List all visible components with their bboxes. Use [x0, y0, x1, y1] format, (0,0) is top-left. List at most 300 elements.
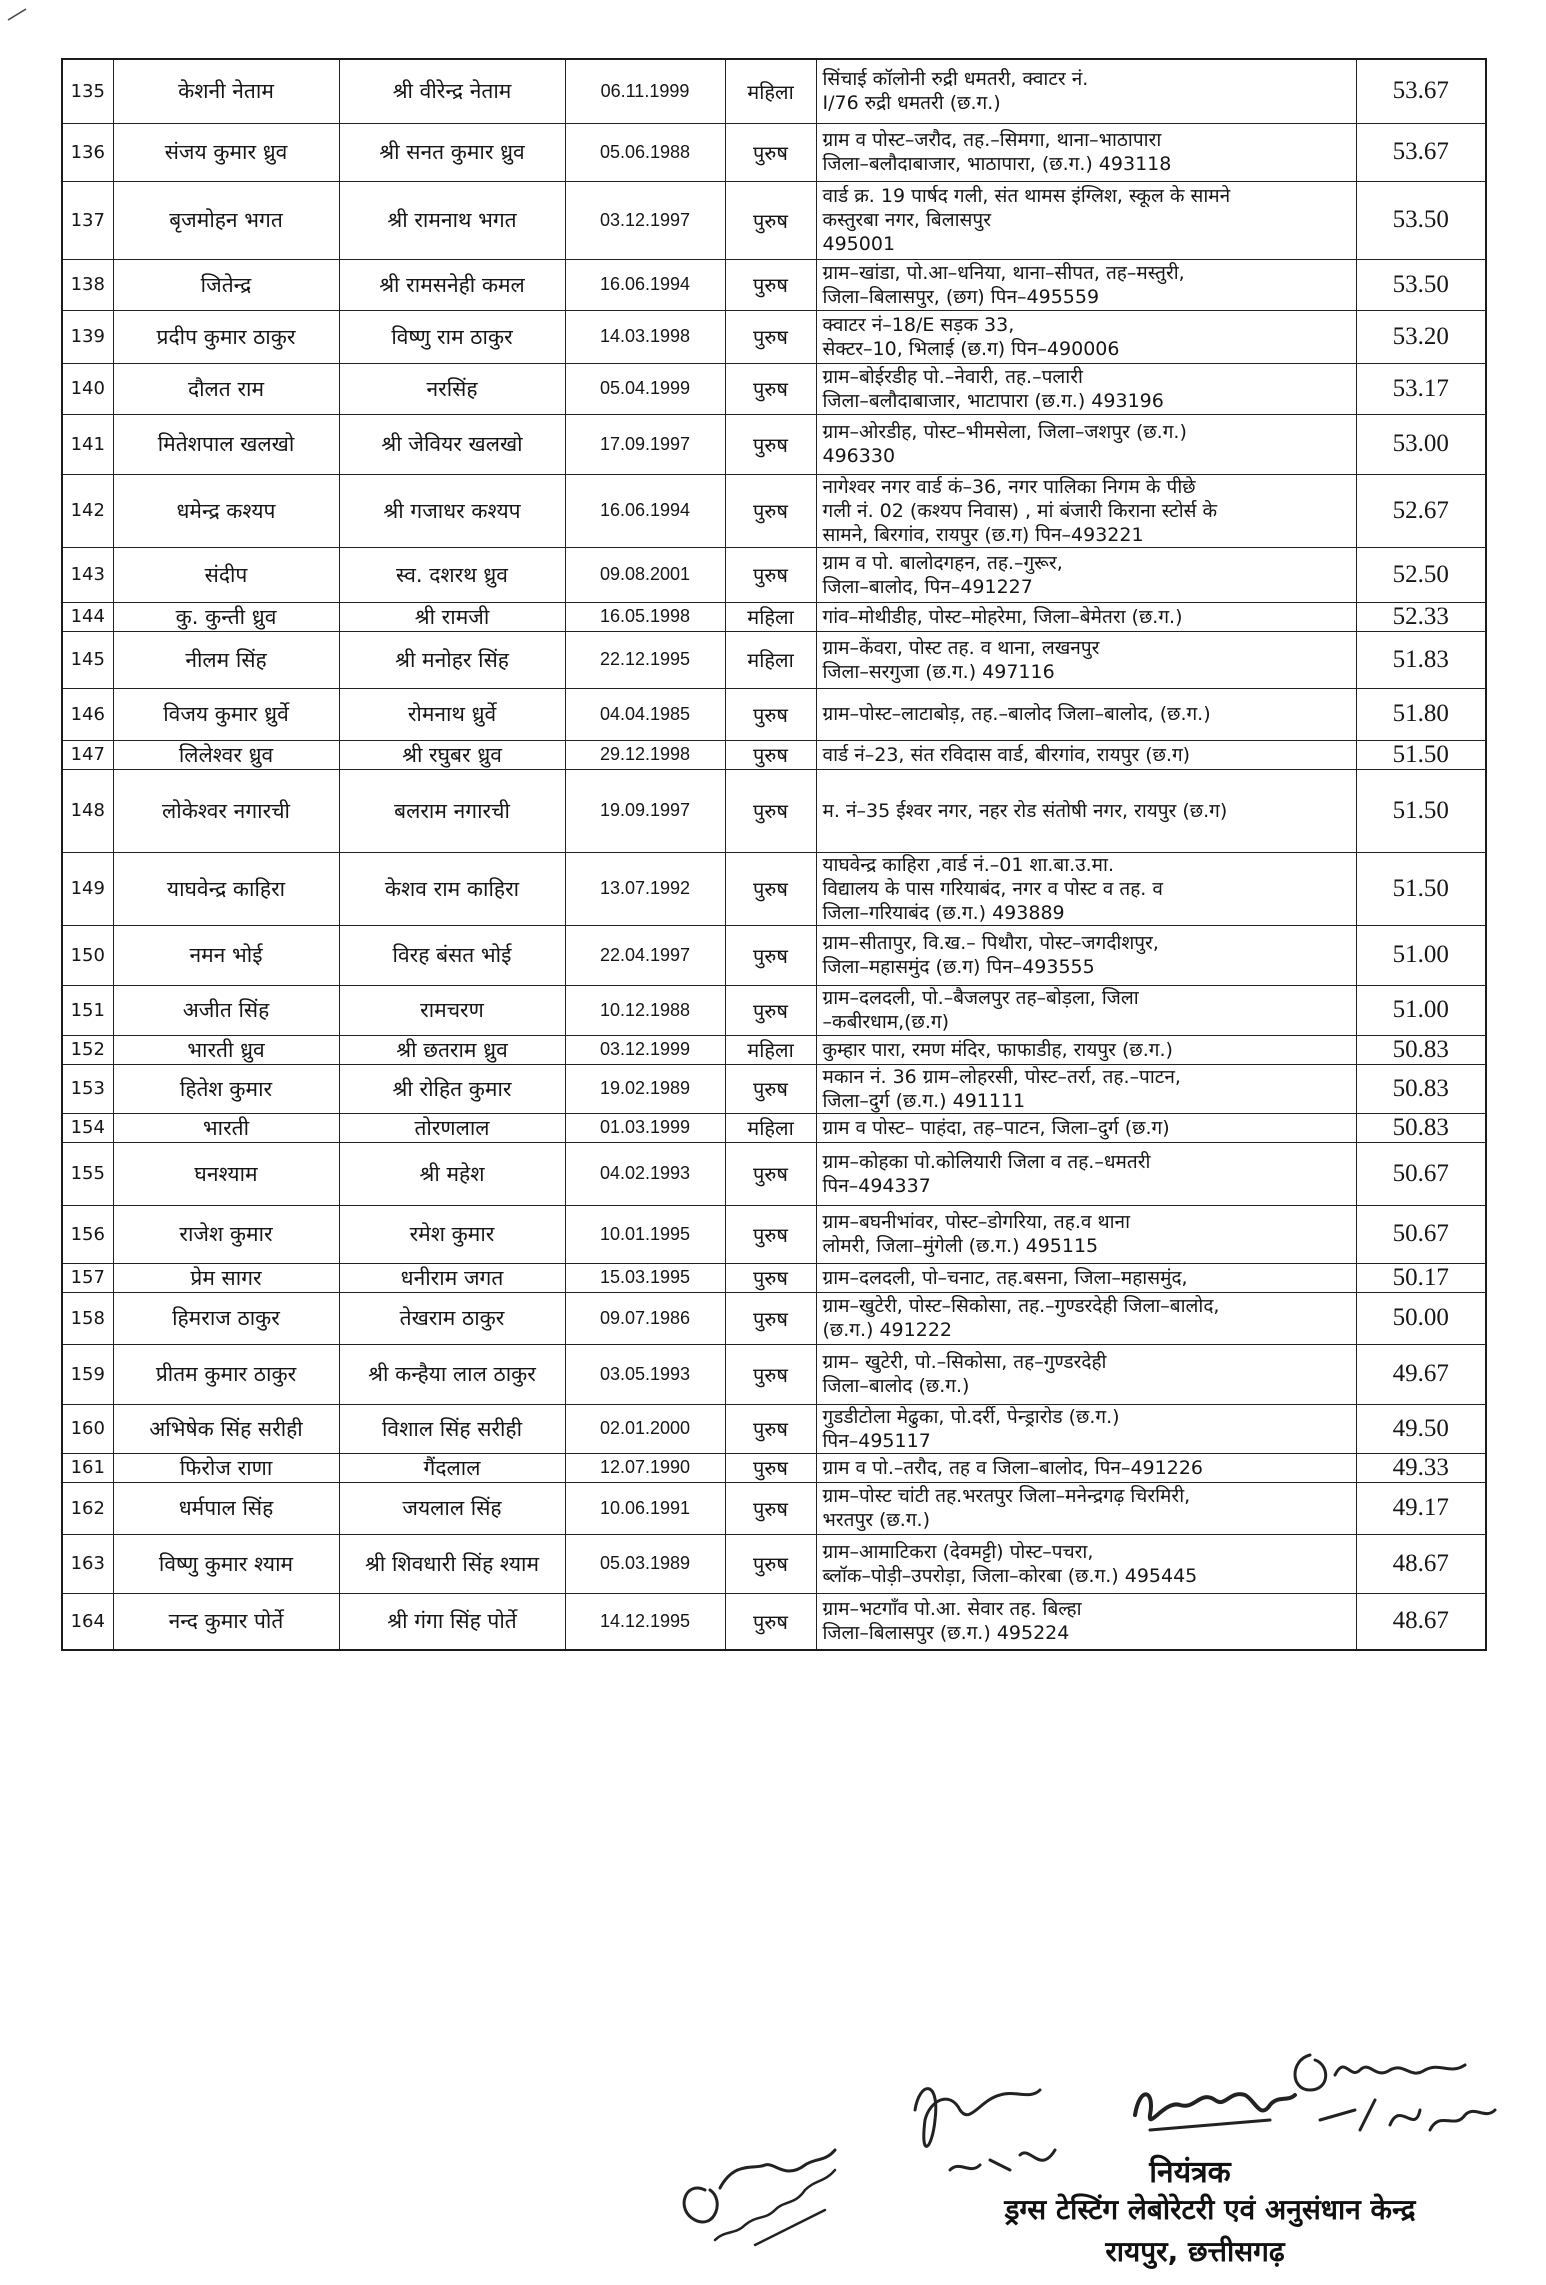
address-cell: [816, 1263, 1356, 1292]
address-line: याघवेन्द्र काहिरा ,वार्ड नं.–01 शा.बा.उ.मा.: [822, 853, 1114, 876]
address-cell: [816, 363, 1356, 414]
serial-number-cell: 157: [62, 1263, 113, 1292]
candidate-name-cell: प्रदीप कुमार ठाकुर: [113, 310, 339, 363]
father-name-cell: श्री रामजी: [339, 602, 565, 631]
serial-number-cell: 161: [62, 1453, 113, 1482]
score-cell: 50.17: [1356, 1263, 1486, 1292]
address-line: गली नं. 02 (कश्यप निवास) , मां बंजारी किराना स्टोर्स के: [822, 499, 1218, 522]
father-name-cell: धनीराम जगत: [339, 1263, 565, 1292]
address-cell: [816, 740, 1356, 769]
date-of-birth-cell: 16.06.1994: [565, 259, 725, 310]
address-line: जिला–बिलासपुर (छ.ग.) 495224: [822, 1622, 1070, 1645]
candidate-name-cell: कु. कुन्ती ध्रुव: [113, 602, 339, 631]
date-of-birth-cell: 22.04.1997: [565, 925, 725, 985]
address-line: ग्राम–सीतापुर, वि.ख.– पिथौरा, पोस्ट–जगदीशपुर,: [822, 932, 1159, 954]
address-line: ग्राम व पोस्ट–जरौद, तह.–सिमगा, थाना–भाठापारा: [822, 129, 1162, 151]
table-row: [62, 602, 1486, 631]
address-cell: [816, 1035, 1356, 1064]
address-line: म. नं–35 ईश्वर नगर, नहर रोड संतोषी नगर, रायपुर (छ.ग): [822, 799, 1228, 822]
serial-number-cell: 135: [62, 59, 113, 123]
gender-cell: पुरुष: [725, 985, 816, 1035]
address-line: ग्राम–ओरडीह, पोस्ट–भीमसेला, जिला–जशपुर (छ.ग.): [822, 421, 1187, 443]
address-line: ग्राम–कोहका पो.कोलियारी जिला व तह.–धमतरी: [822, 1150, 1151, 1173]
father-name-cell: श्री रामनाथ भगत: [339, 181, 565, 259]
score-cell: 50.00: [1356, 1292, 1486, 1344]
address-line: ग्राम–दलदली, पो.–बैजलपुर तह–बोड़ला, जिला: [822, 987, 1139, 1009]
father-name-cell: श्री वीरेन्द्र नेताम: [339, 59, 565, 123]
address-line: ग्राम–भटगाँव पो.आ. सेवार तह. बिल्हा: [822, 1598, 1082, 1621]
candidate-name-cell: याघवेन्द्र काहिरा: [113, 852, 339, 925]
address-cell: [816, 985, 1356, 1035]
address-cell: [816, 1113, 1356, 1142]
gender-cell: पुरुष: [725, 474, 816, 547]
date-of-birth-cell: 02.01.2000: [565, 1404, 725, 1453]
score-cell: 48.67: [1356, 1534, 1486, 1593]
table-row: [62, 769, 1486, 852]
corner-scan-mark: [6, 6, 36, 26]
address-line: भरतपुर (छ.ग.): [822, 1509, 930, 1531]
father-name-cell: स्व. दशरथ ध्रुव: [339, 547, 565, 602]
score-cell: 52.67: [1356, 474, 1486, 547]
serial-number-cell: 140: [62, 363, 113, 414]
candidate-name-cell: नीलम सिंह: [113, 631, 339, 688]
address-cell: [816, 769, 1356, 852]
gender-cell: पुरुष: [725, 547, 816, 602]
father-name-cell: श्री शिवधारी सिंह श्याम: [339, 1534, 565, 1593]
date-of-birth-cell: 06.11.1999: [565, 59, 725, 123]
address-cell: [816, 1064, 1356, 1113]
table-row: [62, 414, 1486, 474]
address-cell: [816, 1482, 1356, 1534]
gender-cell: महिला: [725, 1113, 816, 1142]
score-cell: 51.00: [1356, 985, 1486, 1035]
address-line: पिन–495117: [822, 1429, 931, 1452]
score-cell: 50.83: [1356, 1113, 1486, 1142]
address-line: वार्ड क्र. 19 पार्षद गली, संत थामस इंग्लिश, स्कूल के सामने: [822, 185, 1231, 207]
table-row: [62, 123, 1486, 181]
candidate-name-cell: प्रेम सागर: [113, 1263, 339, 1292]
father-name-cell: जयलाल सिंह: [339, 1482, 565, 1534]
address-line: क्वाटर नं–18/E सड़क 33,: [822, 313, 1015, 336]
father-name-cell: रामचरण: [339, 985, 565, 1035]
address-line: ग्राम–पोस्ट चांटी तह.भरतपुर जिला–मनेन्द्रगढ़ चिरमिरी,: [822, 1485, 1191, 1507]
gender-cell: महिला: [725, 59, 816, 123]
address-line: पिन–494337: [822, 1174, 931, 1197]
gender-cell: पुरुष: [725, 1593, 816, 1650]
gender-cell: पुरुष: [725, 1292, 816, 1344]
table-row: [62, 688, 1486, 740]
score-cell: 53.67: [1356, 59, 1486, 123]
score-cell: 49.67: [1356, 1344, 1486, 1404]
gender-cell: पुरुष: [725, 181, 816, 259]
table-row: [62, 1593, 1486, 1650]
table-row: [62, 474, 1486, 547]
candidate-name-cell: नमन भोई: [113, 925, 339, 985]
table-row: [62, 1453, 1486, 1482]
candidate-name-cell: अजीत सिंह: [113, 985, 339, 1035]
address-line: ग्राम–खुटेरी, पोस्ट–सिकोसा, तह.–गुण्डरदेही जिला–बालोद,: [822, 1295, 1220, 1317]
table-row: [62, 985, 1486, 1035]
candidate-name-cell: विष्णु कुमार श्याम: [113, 1534, 339, 1593]
signature-2: [890, 2060, 1090, 2210]
score-cell: 53.50: [1356, 259, 1486, 310]
signature-4: [1280, 2040, 1520, 2150]
address-line: ग्राम–पोस्ट–लाटाबोड़, तह.–बालोद जिला–बालोद, (छ.ग.): [822, 703, 1211, 725]
address-line: (छ.ग.) 491222: [822, 1319, 952, 1341]
serial-number-cell: 150: [62, 925, 113, 985]
address-cell: [816, 1142, 1356, 1205]
address-line: ग्राम व पो. बालोदगहन, तह.–गुरूर,: [822, 551, 1063, 574]
merit-list-table: [61, 58, 1487, 1651]
gender-cell: पुरुष: [725, 688, 816, 740]
address-cell: [816, 688, 1356, 740]
gender-cell: पुरुष: [725, 259, 816, 310]
score-cell: 51.50: [1356, 852, 1486, 925]
father-name-cell: श्री रघुबर ध्रुव: [339, 740, 565, 769]
address-cell: [816, 852, 1356, 925]
serial-number-cell: 139: [62, 310, 113, 363]
address-line: 496330: [822, 445, 896, 467]
date-of-birth-cell: 16.05.1998: [565, 602, 725, 631]
score-cell: 52.50: [1356, 547, 1486, 602]
gender-cell: पुरुष: [725, 852, 816, 925]
candidate-name-cell: नन्द कुमार पोर्ते: [113, 1593, 339, 1650]
father-name-cell: श्री मनोहर सिंह: [339, 631, 565, 688]
serial-number-cell: 154: [62, 1113, 113, 1142]
table-row: [62, 310, 1486, 363]
serial-number-cell: 160: [62, 1404, 113, 1453]
address-line: जिला–बिलासपुर, (छग) पिन–495559: [822, 285, 1100, 308]
gender-cell: पुरुष: [725, 1142, 816, 1205]
table-row: [62, 852, 1486, 925]
address-line: सेक्टर–10, भिलाई (छ.ग) पिन–490006: [822, 337, 1120, 360]
serial-number-cell: 151: [62, 985, 113, 1035]
candidate-name-cell: मितेशपाल खलखो: [113, 414, 339, 474]
candidate-name-cell: हिमराज ठाकुर: [113, 1292, 339, 1344]
date-of-birth-cell: 14.12.1995: [565, 1593, 725, 1650]
table-row: [62, 631, 1486, 688]
father-name-cell: विरह बंसत भोई: [339, 925, 565, 985]
address-line: I/76 रुद्री धमतरी (छ.ग.): [822, 92, 1001, 115]
address-cell: [816, 1292, 1356, 1344]
address-line: सिंचाई कॉलोनी रुद्री धमतरी, क्वाटर नं.: [822, 68, 1089, 91]
date-of-birth-cell: 17.09.1997: [565, 414, 725, 474]
date-of-birth-cell: 04.02.1993: [565, 1142, 725, 1205]
gender-cell: पुरुष: [725, 1534, 816, 1593]
address-line: ग्राम–आमाटिकरा (देवमट्टी) पोस्ट–पचरा,: [822, 1540, 1094, 1563]
score-cell: 48.67: [1356, 1593, 1486, 1650]
address-line: जिला–सरगुजा (छ.ग.) 497116: [822, 660, 1055, 683]
table-row: [62, 181, 1486, 259]
address-cell: [816, 310, 1356, 363]
address-line: मकान नं. 36 ग्राम–लोहरसी, पोस्ट–तर्रा, तह.–पाटन,: [822, 1065, 1181, 1088]
serial-number-cell: 137: [62, 181, 113, 259]
address-cell: [816, 1344, 1356, 1404]
serial-number-cell: 158: [62, 1292, 113, 1344]
address-cell: [816, 474, 1356, 547]
father-name-cell: श्री गंगा सिंह पोर्ते: [339, 1593, 565, 1650]
date-of-birth-cell: 01.03.1999: [565, 1113, 725, 1142]
candidate-name-cell: फिरोज राणा: [113, 1453, 339, 1482]
serial-number-cell: 146: [62, 688, 113, 740]
father-name-cell: श्री कन्हैया लाल ठाकुर: [339, 1344, 565, 1404]
gender-cell: पुरुष: [725, 1263, 816, 1292]
address-cell: [816, 547, 1356, 602]
address-line: 495001: [822, 233, 896, 255]
serial-number-cell: 143: [62, 547, 113, 602]
table-row: [62, 1292, 1486, 1344]
date-of-birth-cell: 05.04.1999: [565, 363, 725, 414]
address-cell: [816, 631, 1356, 688]
serial-number-cell: 162: [62, 1482, 113, 1534]
candidate-name-cell: हितेश कुमार: [113, 1064, 339, 1113]
address-line: गुडडीटोला मेढुका, पो.दर्री, पेन्ड्रारोड (छ.ग.): [822, 1405, 1120, 1428]
table-row: [62, 1205, 1486, 1263]
table-row: [62, 1035, 1486, 1064]
address-line: जिला–बालोद (छ.ग.): [822, 1375, 970, 1397]
date-of-birth-cell: 10.01.1995: [565, 1205, 725, 1263]
address-cell: [816, 602, 1356, 631]
signature-3: [1120, 2060, 1300, 2150]
gender-cell: पुरुष: [725, 1344, 816, 1404]
address-cell: [816, 59, 1356, 123]
organization-place: रायपुर, छत्तीसगढ़: [1105, 2235, 1285, 2268]
address-line: जिला–बलौदाबाजार, भाठापारा, (छ.ग.) 493118: [822, 153, 1172, 175]
father-name-cell: नरसिंह: [339, 363, 565, 414]
candidate-name-cell: लिलेश्वर ध्रुव: [113, 740, 339, 769]
gender-cell: पुरुष: [725, 414, 816, 474]
address-cell: [816, 1205, 1356, 1263]
father-name-cell: श्री रोहित कुमार: [339, 1064, 565, 1113]
date-of-birth-cell: 03.12.1997: [565, 181, 725, 259]
address-cell: [816, 925, 1356, 985]
father-name-cell: तेखराम ठाकुर: [339, 1292, 565, 1344]
score-cell: 49.17: [1356, 1482, 1486, 1534]
father-name-cell: श्री सनत कुमार ध्रुव: [339, 123, 565, 181]
serial-number-cell: 148: [62, 769, 113, 852]
date-of-birth-cell: 12.07.1990: [565, 1453, 725, 1482]
candidate-name-cell: भारती ध्रुव: [113, 1035, 339, 1064]
address-line: कुम्हार पारा, रमण मंदिर, फाफाडीह, रायपुर (छ.ग.): [822, 1038, 1173, 1061]
candidate-name-cell: दौलत राम: [113, 363, 339, 414]
table-row: [62, 1344, 1486, 1404]
address-line: वार्ड नं–23, संत रविदास वार्ड, बीरगांव, रायपुर (छ.ग): [822, 743, 1191, 766]
score-cell: 50.67: [1356, 1142, 1486, 1205]
gender-cell: पुरुष: [725, 769, 816, 852]
score-cell: 52.33: [1356, 602, 1486, 631]
date-of-birth-cell: 10.12.1988: [565, 985, 725, 1035]
score-cell: 50.67: [1356, 1205, 1486, 1263]
address-line: ग्राम व पोस्ट– पाहंदा, तह–पाटन, जिला–दुर्ग (छ.ग): [822, 1116, 1170, 1139]
date-of-birth-cell: 09.07.1986: [565, 1292, 725, 1344]
table-row: [62, 547, 1486, 602]
gender-cell: पुरुष: [725, 310, 816, 363]
address-line: ग्राम–दलदली, पो–चनाट, तह.बसना, जिला–महासमुंद,: [822, 1266, 1188, 1289]
address-cell: [816, 123, 1356, 181]
father-name-cell: विष्णु राम ठाकुर: [339, 310, 565, 363]
table-row: [62, 1064, 1486, 1113]
score-cell: 53.67: [1356, 123, 1486, 181]
score-cell: 53.00: [1356, 414, 1486, 474]
address-cell: [816, 1404, 1356, 1453]
table-row: [62, 363, 1486, 414]
address-cell: [816, 414, 1356, 474]
candidate-name-cell: जितेन्द्र: [113, 259, 339, 310]
address-line: ग्राम–केंवरा, पोस्ट तह. व थाना, लखनपुर: [822, 636, 1100, 659]
serial-number-cell: 159: [62, 1344, 113, 1404]
serial-number-cell: 149: [62, 852, 113, 925]
serial-number-cell: 163: [62, 1534, 113, 1593]
father-name-cell: श्री छतराम ध्रुव: [339, 1035, 565, 1064]
serial-number-cell: 147: [62, 740, 113, 769]
address-line: गांव–मोथीडीह, पोस्ट–मोहरेमा, जिला–बेमेतरा (छ.ग.): [822, 605, 1183, 628]
date-of-birth-cell: 03.05.1993: [565, 1344, 725, 1404]
serial-number-cell: 145: [62, 631, 113, 688]
address-line: जिला–बालोद, पिन–491227: [822, 575, 1033, 598]
address-cell: [816, 1534, 1356, 1593]
candidate-name-cell: बृजमोहन भगत: [113, 181, 339, 259]
score-cell: 50.83: [1356, 1035, 1486, 1064]
date-of-birth-cell: 03.12.1999: [565, 1035, 725, 1064]
table-row: [62, 259, 1486, 310]
father-name-cell: बलराम नगारची: [339, 769, 565, 852]
candidate-name-cell: धर्मपाल सिंह: [113, 1482, 339, 1534]
address-cell: [816, 181, 1356, 259]
address-line: जिला–दुर्ग (छ.ग.) 491111: [822, 1089, 1026, 1112]
gender-cell: महिला: [725, 602, 816, 631]
score-cell: 49.33: [1356, 1453, 1486, 1482]
address-line: कस्तुरबा नगर, बिलासपुर: [822, 209, 991, 231]
serial-number-cell: 156: [62, 1205, 113, 1263]
candidate-name-cell: प्रीतम कुमार ठाकुर: [113, 1344, 339, 1404]
serial-number-cell: 144: [62, 602, 113, 631]
father-name-cell: श्री रामसनेही कमल: [339, 259, 565, 310]
candidate-name-cell: भारती: [113, 1113, 339, 1142]
father-name-cell: गैंदलाल: [339, 1453, 565, 1482]
father-name-cell: श्री जेवियर खलखो: [339, 414, 565, 474]
gender-cell: पुरुष: [725, 363, 816, 414]
candidate-name-cell: धमेन्द्र कश्यप: [113, 474, 339, 547]
serial-number-cell: 152: [62, 1035, 113, 1064]
candidate-name-cell: अभिषेक सिंह सरीही: [113, 1404, 339, 1453]
table-row: [62, 1142, 1486, 1205]
table-row: [62, 1263, 1486, 1292]
table-row: [62, 1113, 1486, 1142]
score-cell: 53.20: [1356, 310, 1486, 363]
candidate-name-cell: लोकेश्वर नगारची: [113, 769, 339, 852]
date-of-birth-cell: 19.02.1989: [565, 1064, 725, 1113]
address-line: ग्राम– खुटेरी, पो.–सिकोसा, तह–गुण्डरदेही: [822, 1351, 1107, 1373]
date-of-birth-cell: 05.06.1988: [565, 123, 725, 181]
address-line: ग्राम–बोईरडीह पो.–नेवारी, तह.–पलारी: [822, 365, 1083, 388]
address-line: जिला–गरियाबंद (छ.ग.) 493889: [822, 901, 1065, 924]
address-line: जिला–बलौदाबाजार, भाटापारा (छ.ग.) 493196: [822, 389, 1164, 412]
father-name-cell: रोमनाथ ध्रुर्वे: [339, 688, 565, 740]
date-of-birth-cell: 10.06.1991: [565, 1482, 725, 1534]
date-of-birth-cell: 19.09.1997: [565, 769, 725, 852]
address-cell: [816, 1453, 1356, 1482]
candidate-name-cell: घनश्याम: [113, 1142, 339, 1205]
serial-number-cell: 153: [62, 1064, 113, 1113]
gender-cell: पुरुष: [725, 1205, 816, 1263]
address-line: जिला–महासमुंद (छ.ग) पिन–493555: [822, 956, 1095, 978]
date-of-birth-cell: 15.03.1995: [565, 1263, 725, 1292]
father-name-cell: श्री महेश: [339, 1142, 565, 1205]
date-of-birth-cell: 09.08.2001: [565, 547, 725, 602]
serial-number-cell: 138: [62, 259, 113, 310]
gender-cell: पुरुष: [725, 1064, 816, 1113]
gender-cell: पुरुष: [725, 1482, 816, 1534]
score-cell: 51.00: [1356, 925, 1486, 985]
organization-name: ड्रग्स टेस्टिंग लेबोरेटरी एवं अनुसंधान केन्द्र: [1004, 2193, 1416, 2226]
gender-cell: महिला: [725, 631, 816, 688]
father-name-cell: तोरणलाल: [339, 1113, 565, 1142]
gender-cell: पुरुष: [725, 925, 816, 985]
score-cell: 53.17: [1356, 363, 1486, 414]
address-line: ग्राम–बघनीभांवर, पोस्ट–डोगरिया, तह.व थाना: [822, 1211, 1131, 1233]
address-line: –कबीरधाम,(छ.ग): [822, 1011, 950, 1033]
date-of-birth-cell: 29.12.1998: [565, 740, 725, 769]
candidate-name-cell: विजय कुमार ध्रुर्वे: [113, 688, 339, 740]
signature-1: [665, 2070, 875, 2270]
candidate-name-cell: केशनी नेताम: [113, 59, 339, 123]
father-name-cell: श्री गजाधर कश्यप: [339, 474, 565, 547]
gender-cell: पुरुष: [725, 1453, 816, 1482]
serial-number-cell: 142: [62, 474, 113, 547]
address-line: विद्यालय के पास गरियाबंद, नगर व पोस्ट व तह. व: [822, 877, 1163, 900]
candidate-name-cell: संजय कुमार ध्रुव: [113, 123, 339, 181]
date-of-birth-cell: 13.07.1992: [565, 852, 725, 925]
father-name-cell: रमेश कुमार: [339, 1205, 565, 1263]
date-of-birth-cell: 14.03.1998: [565, 310, 725, 363]
serial-number-cell: 164: [62, 1593, 113, 1650]
address-line: ग्राम व पो.–तरौद, तह व जिला–बालोद, पिन–491226: [822, 1456, 1203, 1479]
gender-cell: पुरुष: [725, 123, 816, 181]
score-cell: 53.50: [1356, 181, 1486, 259]
date-of-birth-cell: 05.03.1989: [565, 1534, 725, 1593]
date-of-birth-cell: 04.04.1985: [565, 688, 725, 740]
date-of-birth-cell: 16.06.1994: [565, 474, 725, 547]
gender-cell: पुरुष: [725, 740, 816, 769]
address-line: ग्राम–खांडा, पो.आ–धनिया, थाना–सीपत, तह–मस्तुरी,: [822, 261, 1185, 284]
address-line: लोमरी, जिला–मुंगेली (छ.ग.) 495115: [822, 1235, 1099, 1257]
table-row: [62, 1482, 1486, 1534]
father-name-cell: केशव राम काहिरा: [339, 852, 565, 925]
controller-title: नियंत्रक: [1149, 2155, 1231, 2190]
table-row: [62, 59, 1486, 123]
address-line: नागेश्वर नगर वार्ड कं–36, नगर पालिका निगम के पीछे: [822, 475, 1196, 498]
table-row: [62, 1534, 1486, 1593]
address-line: सामने, बिरगांव, रायपुर (छ.ग) पिन–493221: [822, 523, 1144, 546]
candidate-name-cell: राजेश कुमार: [113, 1205, 339, 1263]
address-line: ब्लॉक–पोड़ी–उपरोड़ा, जिला–कोरबा (छ.ग.) 495445: [822, 1564, 1198, 1587]
serial-number-cell: 141: [62, 414, 113, 474]
table-row: [62, 925, 1486, 985]
address-cell: [816, 1593, 1356, 1650]
score-cell: 51.83: [1356, 631, 1486, 688]
score-cell: 50.83: [1356, 1064, 1486, 1113]
table-row: [62, 1404, 1486, 1453]
table-body: [62, 59, 1486, 1650]
merit-list-sheet: [61, 58, 1485, 1651]
table-row: [62, 740, 1486, 769]
serial-number-cell: 136: [62, 123, 113, 181]
gender-cell: पुरुष: [725, 1404, 816, 1453]
address-cell: [816, 259, 1356, 310]
score-cell: 51.50: [1356, 769, 1486, 852]
father-name-cell: विशाल सिंह सरीही: [339, 1404, 565, 1453]
score-cell: 49.50: [1356, 1404, 1486, 1453]
